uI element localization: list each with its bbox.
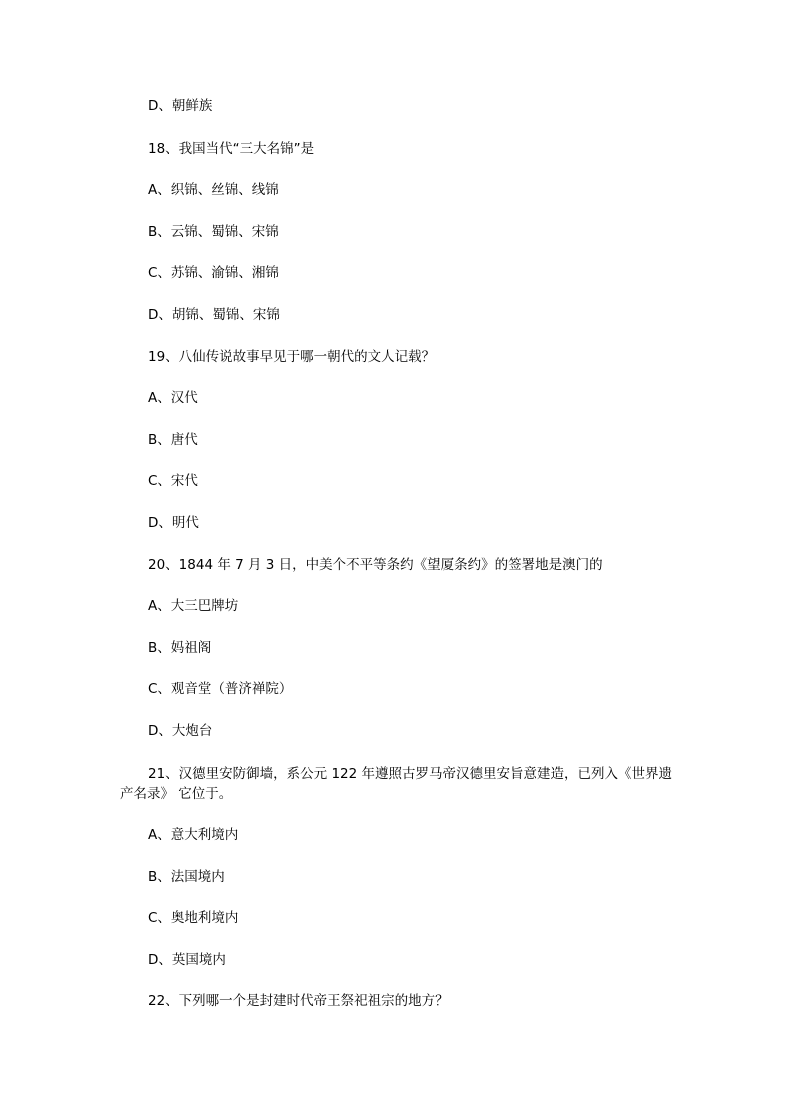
q18-option-b: B、云锦、蜀锦、宋锦 [148,224,279,240]
q21-option-c: C、奥地利境内 [148,910,239,926]
q19-option-b: B、唐代 [148,432,198,448]
q20-option-b: B、妈祖阁 [148,640,212,656]
q18-option-d: D、胡锦、蜀锦、宋锦 [148,307,280,323]
q19-option-c: C、宋代 [148,473,198,489]
q21-option-b: B、法国境内 [148,869,225,885]
q21-option-d: D、英国境内 [148,952,226,968]
q20-option-c: C、观音堂（普济禅院） [148,681,293,697]
q19-option-a: A、汉代 [148,390,198,406]
q18-option-a: A、织锦、丝锦、线锦 [148,182,279,198]
q18-question: 18、我国当代“三大名锦”是 [148,141,315,157]
q20-question: 20、1844 年 7 月 3 日，中美个不平等条约《望厦条约》的签署地是澳门的 [148,557,603,573]
q18-option-c: C、苏锦、渝锦、湘锦 [148,265,279,281]
q21-option-a: A、意大利境内 [148,827,239,843]
q21-question: 21、汉德里安防御墙，系公元 122 年遵照古罗马帝汉德里安旨意建造，已列入《世界遗产名录》 它位于。 [120,766,673,802]
q17-option-d: D、朝鲜族 [148,98,213,114]
q20-option-a: A、大三巴牌坊 [148,598,239,614]
q19-question: 19、八仙传说故事早见于哪一朝代的文人记载？ [148,349,436,365]
q20-option-d: D、大炮台 [148,723,213,739]
q22-question: 22、下列哪一个是封建时代帝王祭祀祖宗的地方？ [148,993,449,1009]
q19-option-d: D、明代 [148,515,199,531]
